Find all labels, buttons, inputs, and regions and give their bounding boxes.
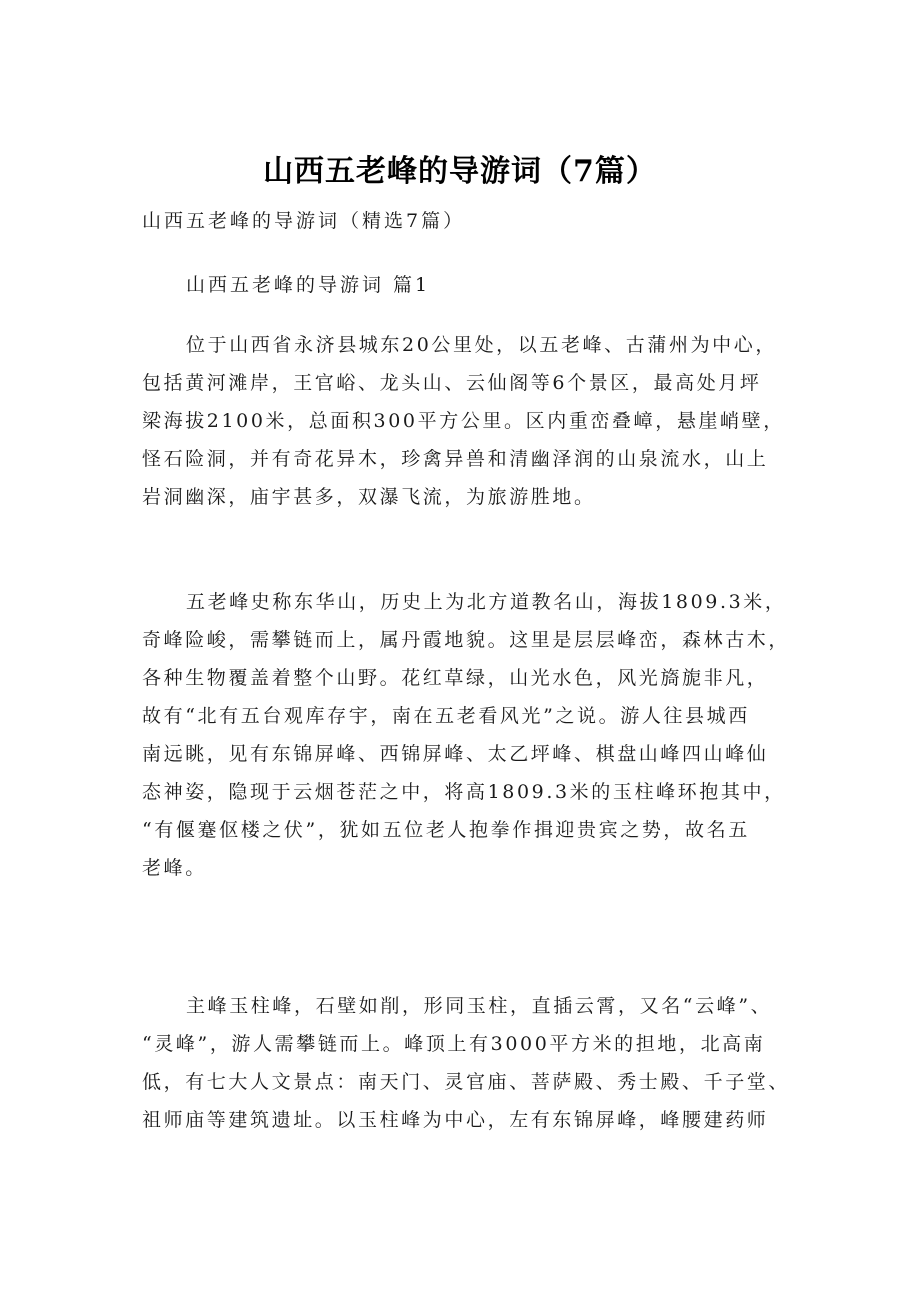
paragraph-line: 老峰。	[142, 857, 207, 879]
document-subtitle: 山西五老峰的导游词（精选7篇）	[142, 210, 466, 232]
paragraph-line: 包括黄河滩岸，王官峪、龙头山、云仙阁等6个景区，最高处月坪	[142, 372, 762, 394]
paragraph-line: 五老峰史称东华山，历史上为北方道教名山，海拔1809.3米，	[186, 591, 787, 613]
paragraph-3	[142, 987, 791, 1139]
paragraph-line: 主峰玉柱峰，石壁如削，形同玉柱，直插云霄，又名“云峰”、	[186, 995, 773, 1017]
paragraph-line: 怪石险洞，并有奇花异木，珍禽异兽和清幽泽润的山泉流水，山上	[142, 448, 769, 470]
paragraph-line: 位于山西省永济县城东20公里处，以五老峰、古蒲州为中心，	[186, 334, 777, 356]
paragraph-1	[142, 326, 785, 516]
paragraph-line: 奇峰险峻，需攀链而上，属丹霞地貌。这里是层层峰峦，森林古木，	[142, 629, 791, 651]
paragraph-line: 南远眺，见有东锦屏峰、西锦屏峰、太乙坪峰、棋盘山峰四山峰仙	[142, 743, 769, 765]
paragraph-line: 态神姿，隐现于云烟苍茫之中，将高1809.3米的玉柱峰环抱其中，	[142, 781, 786, 803]
paragraph-2	[142, 583, 791, 887]
paragraph-line: 各种生物覆盖着整个山野。花红草绿，山光水色，风光旖旎非凡，	[142, 667, 769, 689]
paragraph-line: 梁海拔2100米，总面积300平方公里。区内重峦叠嶂，悬崖峭壁，	[142, 410, 785, 432]
paragraph-line: 岩洞幽深，庙宇甚多，双瀑飞流，为旅游胜地。	[142, 486, 596, 508]
paragraph-line: “灵峰”，游人需攀链而上。峰顶上有3000平方米的担地，北高南	[142, 1033, 766, 1055]
section-heading: 山西五老峰的导游词 篇1	[186, 274, 431, 296]
paragraph-line: “有偃蹇伛楼之伏”，犹如五位老人抱拳作揖迎贵宾之势，故名五	[142, 819, 750, 841]
paragraph-line: 低，有七大人文景点：南天门、灵官庙、菩萨殿、秀士殿、千子堂、	[142, 1071, 791, 1093]
paragraph-line: 故有“北有五台观库存宇，南在五老看风光”之说。游人往县城西	[142, 705, 750, 727]
paragraph-line: 祖师庙等建筑遗址。以玉柱峰为中心，左有东锦屏峰，峰腰建药师	[142, 1109, 769, 1131]
document-title: 山西五老峰的导游词（7篇）	[263, 154, 657, 189]
